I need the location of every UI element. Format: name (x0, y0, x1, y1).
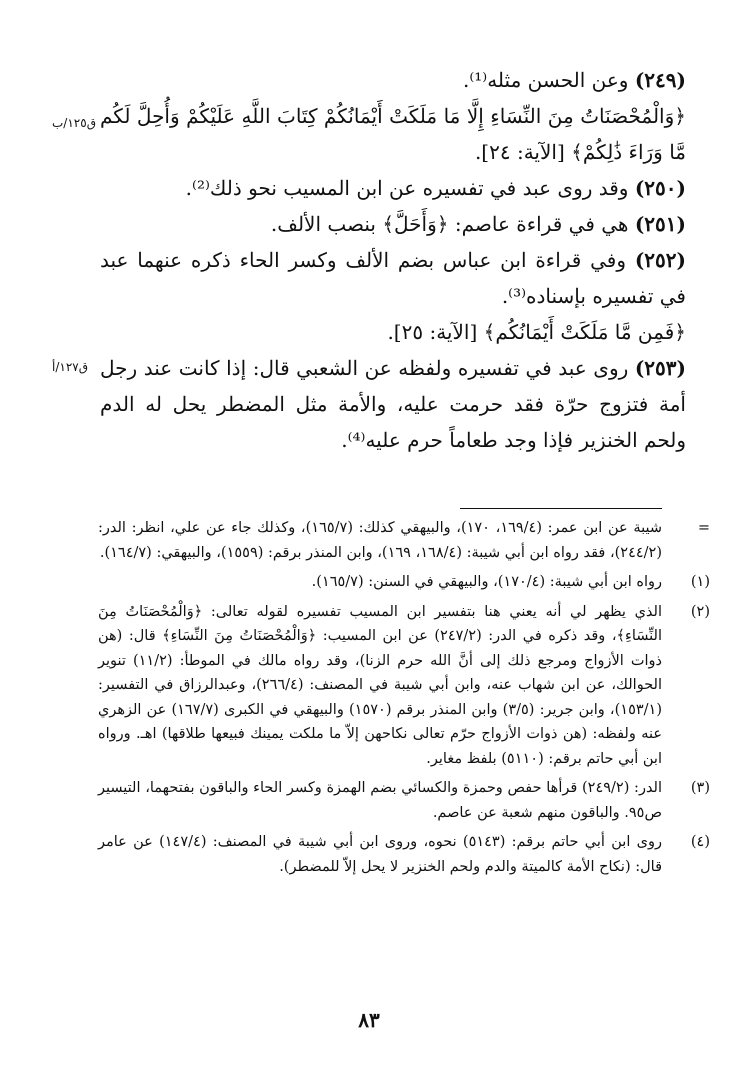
paragraph-250 (100, 170, 686, 206)
footnote (98, 600, 710, 772)
footnote (98, 830, 710, 879)
item-number: (٢٥٢) (634, 248, 686, 272)
margin-note-folio: ق١٢٧/أ (52, 360, 89, 374)
footnote-text: رواه ابن أبي شيبة: (١٧٠/٤)، والبيهقي في السنن: (١٦٥/٧). (311, 574, 662, 590)
footnote-text: الذي يظهر لي أنه يعني هنا بتفسير ابن المسيب تفسيره لقوله تعالى: ﴿وَالْمُحْصَنَاتُ مِنَ النِّسَاءِ﴾، وقد ذكره في الدر: (٢٤٧/٢) عن ابن المسيب: ﴿وَالْمُحْصَنَاتُ مِنَ النِّسَاءِ﴾ قال: (هن ذوات الأزواج ومرجع ذلك إلى أنَّ الله حرم الزنا)، وقد رواه مالك في الموطأ: (١١/٢) تنوير الحوالك، عن ابن شهاب عنه، وابن أبي شيبة في المصنف: (٢٦٦/٤)، وعبدالرزاق في التفسير: (١٥٣/١)، وابن جرير: (٣/٥) وابن المنذر برقم (١٥٧٠) والبيهقي في الكبرى (١٦٧/٧) عن الزهري عنه ولفظه: (هن ذوات الأزواج حرّم تعالى نكاحهن إلاّ ما ملكت يمينك فبيعها طلاقها) اهـ. ورواه ابن أبي حاتم برقم: (٥١١٠) بلفظ مغاير. (98, 603, 662, 767)
verse-reference: [الآية: ٢٥]. (387, 320, 478, 344)
paragraph-253 (100, 350, 686, 458)
paragraph-text: وعن الحسن مثله⁽¹⁾. (462, 68, 629, 92)
quran-text: ﴿وَالْمُحْصَنَاتُ مِنَ النِّسَاءِ إِلَّا مَا مَلَكَتْ أَيْمَانُكُمْ كِتَابَ اللَّهِ عَلَيْكُمْ وَأُحِلَّ لَكُم مَّا وَرَاءَ ذَٰلِكُمْ﴾ (100, 104, 686, 164)
verse-reference: [الآية: ٢٤]. (474, 140, 565, 164)
footnote (98, 570, 710, 595)
paragraph-text: بنصب الألف. (270, 212, 376, 236)
footnote-marker: (٤) (690, 834, 710, 850)
footnote-marker: (٢) (690, 603, 710, 620)
footnote-marker: (١) (690, 574, 710, 590)
quran-text: ﴿وَأَحَلَّ﴾ (382, 212, 449, 236)
footnote-text: الدر: (٢٤٩/٢) قرأها حفص وحمزة والكسائي بضم الهمزة وكسر الحاء والباقون بفتحهما، التيسير ص٩٥. والباقون منهم شعبة عن عاصم. (98, 780, 663, 821)
item-number: (٢٤٩) (634, 68, 686, 92)
paragraph-text: هي في قراءة عاصم: (454, 212, 629, 236)
footnote (98, 776, 710, 825)
item-number: (٢٥٣) (634, 356, 686, 380)
quran-verse-25 (100, 314, 686, 350)
paragraph-252 (100, 242, 686, 314)
footnote-divider (460, 508, 662, 509)
paragraph-251 (100, 206, 686, 242)
item-number: (٢٥٠) (634, 176, 686, 200)
footnote (98, 516, 710, 565)
paragraph-text: روى عبد في تفسيره ولفظه عن الشعبي قال: إذا كانت عند رجل أمة فتزوج حرّة فقد حرمت عليه، والأمة مثل المضطر يحل له الدم ولحم الخنزير فإذا وجد طعاماً حرم عليه⁽⁴⁾. (100, 356, 686, 452)
page-number: ٨٣ (358, 1008, 380, 1032)
quran-verse-24 (100, 98, 686, 170)
footnote-text: شيبة عن ابن عمر: (١٦٩/٤، ١٧٠)، والبيهقي كذلك: (١٦٥/٧)، وكذلك جاء عن علي، انظر: الدر: (٢٤٤/٢)، فقد رواه ابن أبي شيبة: (١٦٨/٤، ١٦٩)، وابن المنذر برقم: (١٥٥٩)، والبيهقي: (١٦٤/٧). (98, 520, 662, 561)
main-text (100, 62, 686, 458)
footnote-marker: (٣) (690, 780, 710, 796)
paragraph-text: وفي قراءة ابن عباس بضم الألف وكسر الحاء ذكره عنهما عبد في تفسيره بإسناده⁽³⁾. (100, 248, 686, 308)
paragraph-249 (100, 62, 686, 98)
paragraph-text: وقد روى عبد في تفسيره عن ابن المسيب نحو ذلك⁽²⁾. (185, 176, 629, 200)
footnotes (98, 516, 710, 884)
footnote-marker: = (697, 520, 710, 536)
quran-text: ﴿فَمِن مَّا مَلَكَتْ أَيْمَانُكُم﴾ (483, 320, 686, 344)
item-number: (٢٥١) (634, 212, 686, 236)
footnote-text: روى ابن أبي حاتم برقم: (٥١٤٣) نحوه، وروى ابن أبي شيبة في المصنف: (١٤٧/٤) عن عامر قال: (نكاح الأمة كالميتة والدم ولحم الخنزير لا يحل إلاّ للمضطر). (98, 834, 662, 875)
margin-note-folio: ق١٢٥/ب (52, 116, 96, 130)
